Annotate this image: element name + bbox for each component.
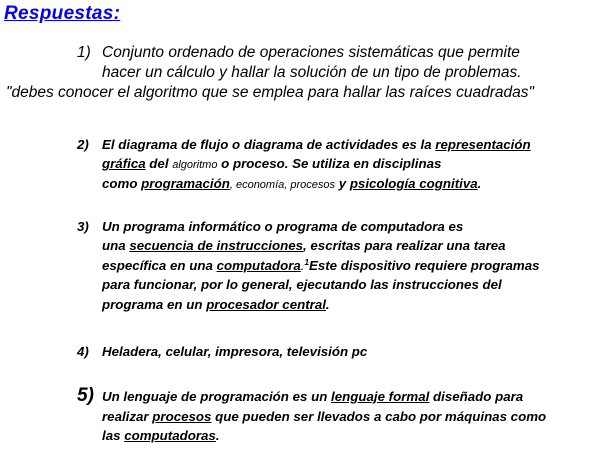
answer-2-line-2 [102,156,441,171]
answer-3-number: 3) [77,219,89,234]
link-computadora[interactable]: computadora [216,258,301,273]
link-procesador-central[interactable]: procesador central [206,297,326,312]
page-title: Respuestas: [4,3,121,24]
link-representacion[interactable]: representación [435,137,531,152]
answer-3-text: específica en una [102,258,217,273]
answer-5-line-1 [102,389,523,404]
answer-3-line-2 [102,238,506,253]
answer-5-text: diseñado para [429,389,524,404]
answer-1-quote: "debes conocer el algoritmo que se emplea para hallar las raíces cuadradas" [6,84,534,101]
answer-3-text: una [102,238,130,253]
answer-4-number: 4) [77,344,89,359]
answer-2-text: y [335,176,350,191]
link-procesos[interactable]: procesos [152,409,212,424]
answer-3-text: programa en un [102,297,207,312]
answer-3-line-3: específica en una computadora.$^1$Este dispositivo requiere programas [102,258,540,273]
answer-2-text: como [102,176,142,191]
answer-5-text: . [215,428,220,443]
answer-3-line-5 [102,297,330,312]
link-secuencia-de-instrucciones[interactable]: secuencia de instrucciones [129,238,304,253]
answer-5-text: las [102,428,125,443]
answer-4-text: Heladera, celular, impresora, televisión pc [102,344,368,359]
answer-2-line-1 [102,137,531,152]
answer-2-line-3 [102,176,481,191]
answer-1-line-2: hacer un cálculo y hallar la solución de un tipo de problemas. [102,64,522,81]
answer-1-number: 1) [77,44,91,61]
answer-3-line-1: Un programa informático o programa de computadora es [102,219,464,234]
economia-procesos-text: , economía, procesos [229,179,336,191]
answer-5-line-3 [102,428,220,443]
answer-2-text: . [477,176,482,191]
link-programacion[interactable]: programación [141,176,230,191]
answer-5-number: 5) [77,385,94,406]
answer-2-number: 2) [77,137,89,152]
answer-5-line-2 [102,409,546,424]
answer-5-text: Un lenguaje de programación es un [102,389,332,404]
answer-3-text: , escritas para realizar una tarea [303,238,506,253]
answer-2-text: del [145,156,173,171]
answer-3-line-4: para funcionar, por lo general, ejecutando las instrucciones del [102,277,502,292]
answer-2-text: El diagrama de flujo o diagrama de actividades es la [102,137,436,152]
answer-3-text: Este dispositivo requiere programas [308,258,540,273]
algoritmo-text: algoritmo [172,159,218,171]
link-lenguaje-formal[interactable]: lenguaje formal [331,389,430,404]
footnote-1[interactable]: 1 [304,258,309,267]
link-grafica[interactable]: gráfica [102,156,146,171]
answer-1-line-1: Conjunto ordenado de operaciones sistemáticas que permite [102,44,520,61]
answer-2-text: o proceso. Se utiliza en disciplinas [217,156,442,171]
link-computadoras[interactable]: computadoras [124,428,216,443]
answer-5-text: realizar [102,409,153,424]
answer-5-text: que pueden ser llevados a cabo por máquinas como [211,409,547,424]
link-psicologia-cognitiva[interactable]: psicología cognitiva [349,176,478,191]
answer-3-text: . [325,297,330,312]
